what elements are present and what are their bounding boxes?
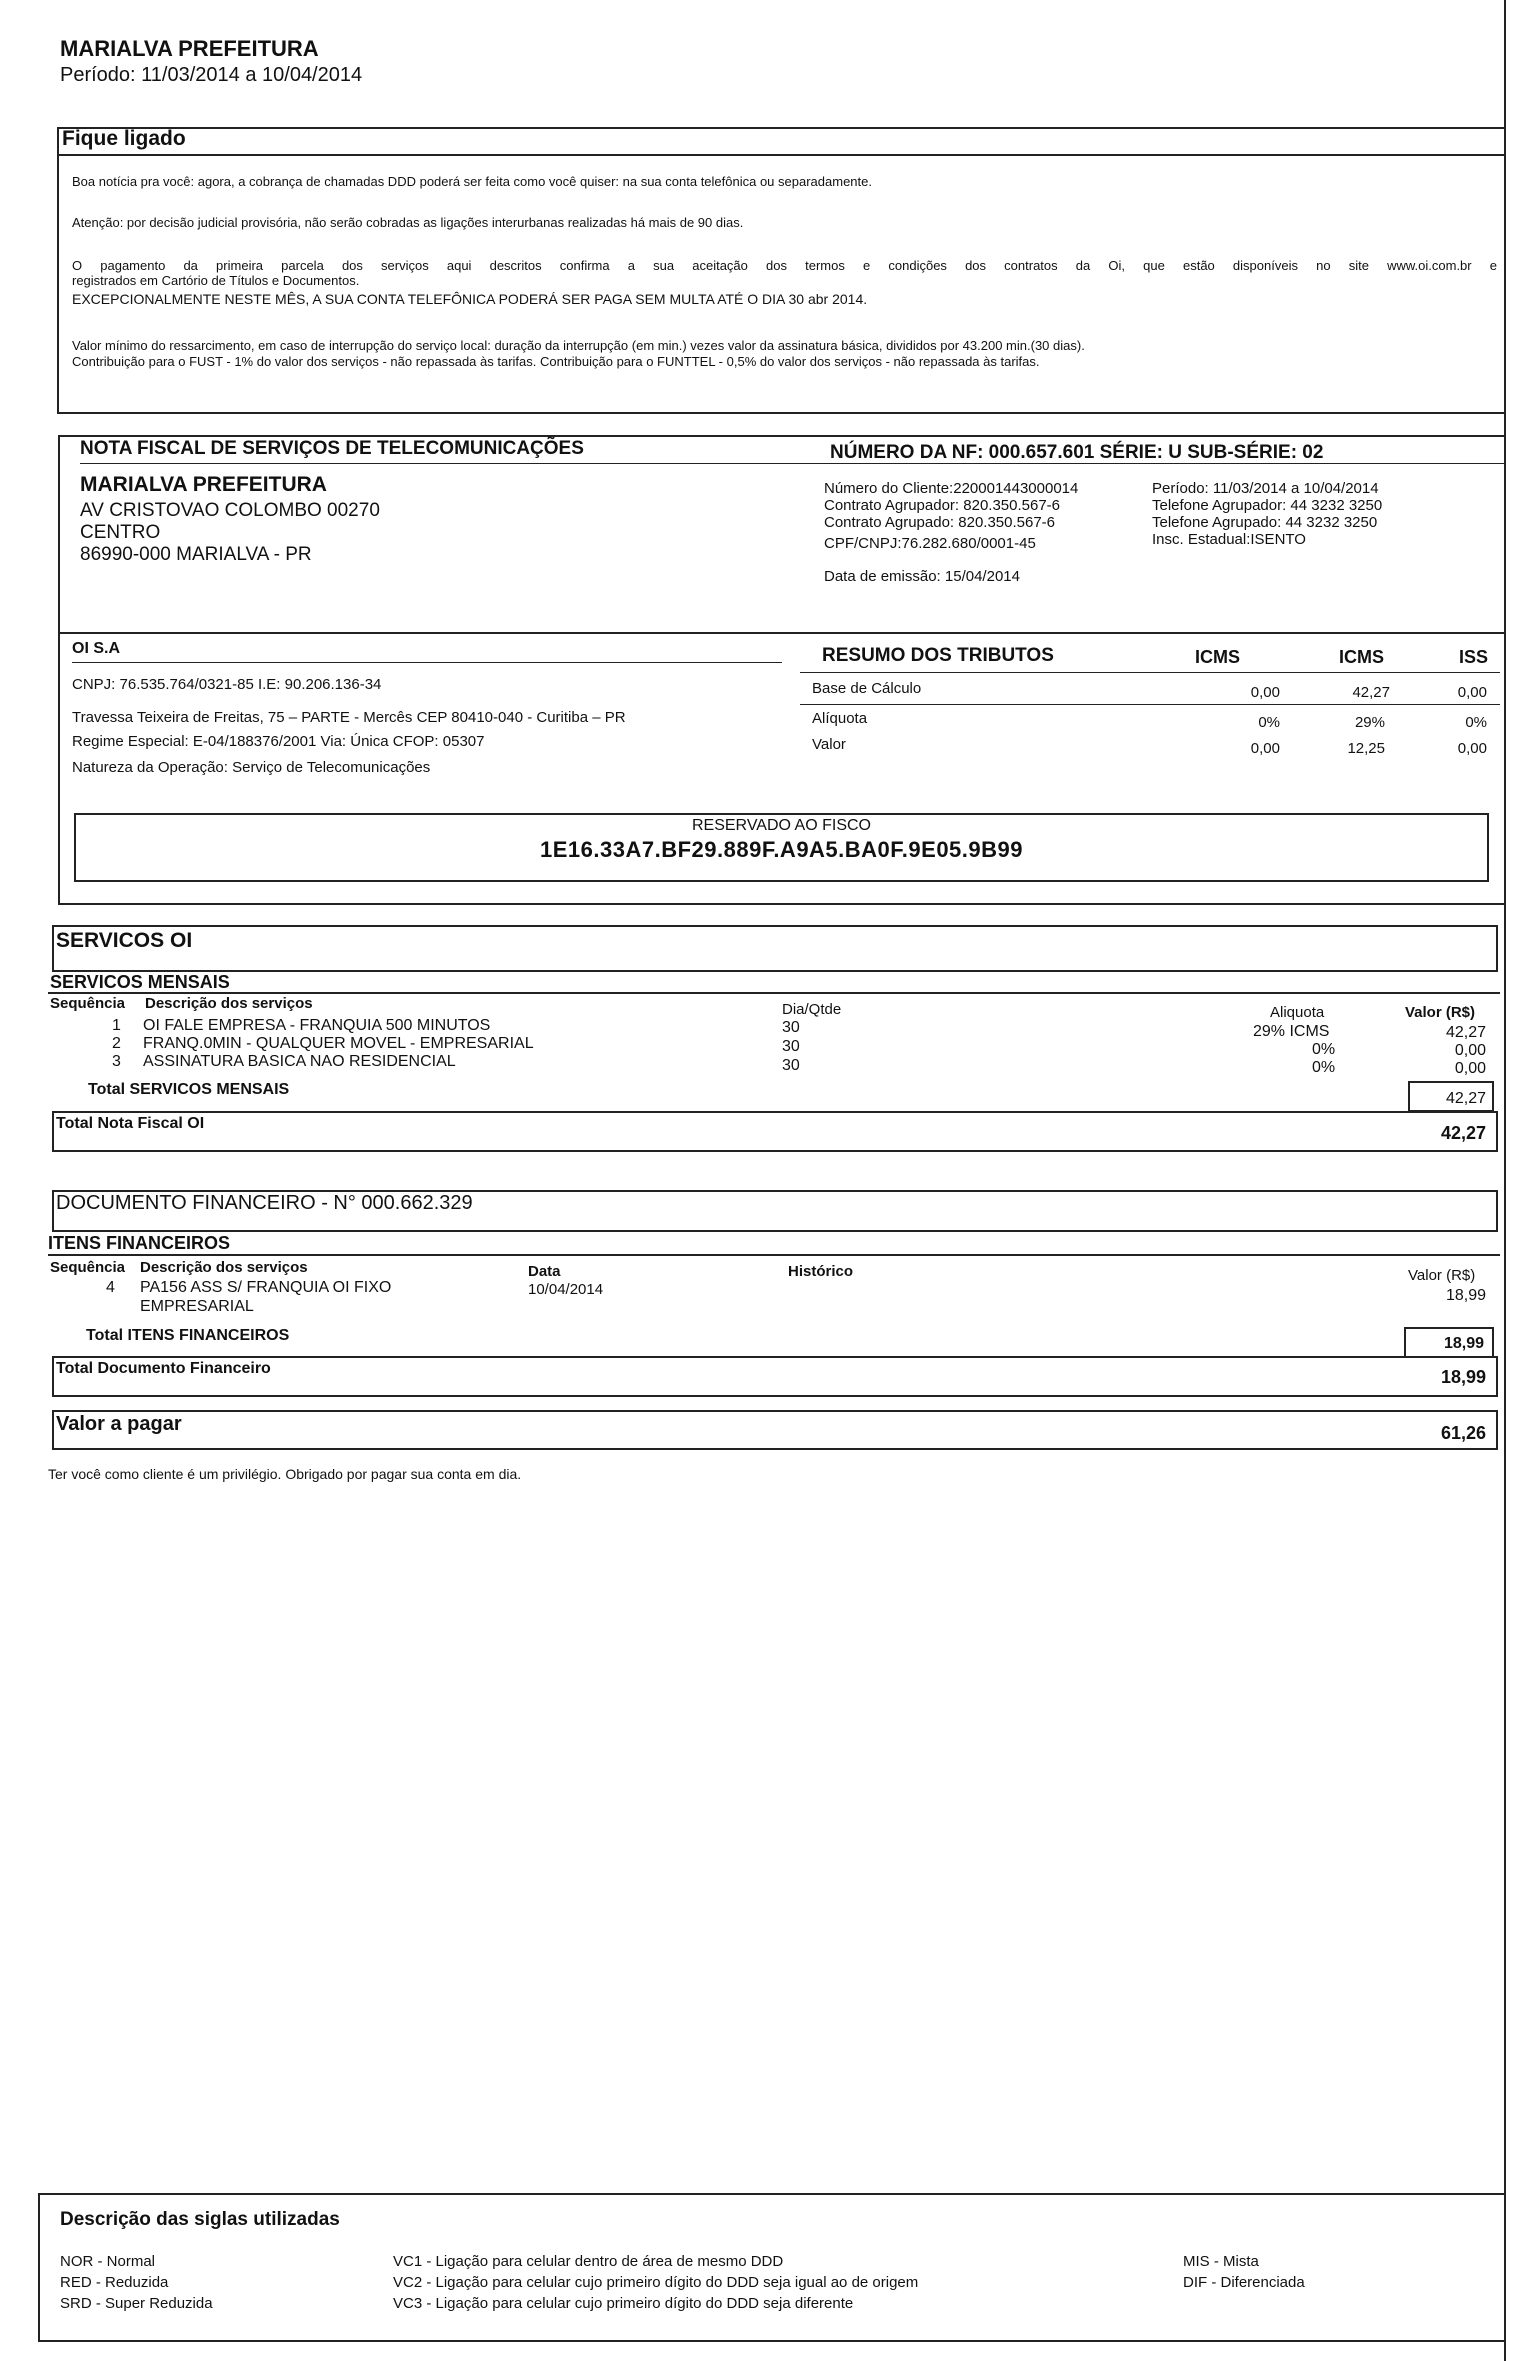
financial-total-value: 18,99 xyxy=(1443,1335,1484,1352)
info-title-underline xyxy=(57,154,1504,156)
payment-label: Valor a pagar xyxy=(56,1413,182,1435)
client-number: Número do Cliente:220001443000014 xyxy=(824,480,1079,497)
financial-group-title: ITENS FINANCEIROS xyxy=(48,1233,231,1253)
services-total-label: Total SERVICOS MENSAIS xyxy=(88,1081,290,1098)
state-registration: Insc. Estadual:ISENTO xyxy=(1152,531,1306,548)
service-row-2-rate: 0% xyxy=(1312,1041,1336,1058)
services-col-value: Valor (R$) xyxy=(1405,1004,1476,1021)
tributes-row-rule xyxy=(800,704,1500,705)
financial-col-date: Data xyxy=(528,1263,561,1280)
billing-period: Período: 11/03/2014 a 10/04/2014 xyxy=(60,64,363,86)
financial-col-desc: Descrição dos serviços xyxy=(140,1259,308,1276)
service-row-1-seq: 1 xyxy=(112,1017,121,1034)
tributes-rate-iss: 0% xyxy=(1465,714,1487,731)
customer-address: AV CRISTOVAO COLOMBO 00270 xyxy=(80,500,380,521)
nf-left-rule xyxy=(58,435,60,905)
financial-group-rule xyxy=(48,1254,1500,1256)
info-p3b: registrados em Cartório de Títulos e Documentos. xyxy=(72,273,360,288)
info-p2: Atenção: por decisão judicial provisória, não serão cobradas as ligações interurbanas realizadas há mais de 90 dias. xyxy=(72,215,744,230)
contract-agrupador: Contrato Agrupador: 820.350.567-6 xyxy=(824,497,1061,514)
legend-red: RED - Reduzida xyxy=(60,2274,169,2291)
legend-nor: NOR - Normal xyxy=(60,2253,156,2270)
issuer-regime: Regime Especial: E-04/188376/2001 Via: Única CFOP: 05307 xyxy=(72,733,485,750)
service-row-1-desc: OI FALE EMPRESA - FRANQUIA 500 MINUTOS xyxy=(143,1017,491,1034)
service-row-3-seq: 3 xyxy=(112,1053,121,1070)
tributes-header-icms-1: ICMS xyxy=(1195,647,1240,667)
page-border-right xyxy=(1504,0,1506,2361)
services-col-qty: Dia/Qtde xyxy=(782,1001,842,1018)
fisco-code: 1E16.33A7.BF29.889F.A9A5.BA0F.9E05.9B99 xyxy=(540,837,1023,862)
issuer-top-rule xyxy=(58,632,1504,634)
tributes-label-base: Base de Cálculo xyxy=(812,680,922,697)
tributes-base-icms-2: 42,27 xyxy=(1352,684,1390,701)
tributes-header-rule xyxy=(800,672,1500,673)
service-row-1-rate: 29% ICMS xyxy=(1253,1023,1330,1040)
legend-dif: DIF - Diferenciada xyxy=(1183,2274,1305,2291)
nf-bottom-rule xyxy=(58,903,1504,905)
issuer-name: OI S.A xyxy=(72,640,121,657)
emission-date: Data de emissão: 15/04/2014 xyxy=(824,568,1020,585)
issuer-nature: Natureza da Operação: Serviço de Telecomunicações xyxy=(72,759,431,776)
tributes-title: RESUMO DOS TRIBUTOS xyxy=(822,645,1054,666)
financial-col-value: Valor (R$) xyxy=(1408,1267,1476,1284)
issuer-rule xyxy=(72,662,782,663)
tributes-value-iss: 0,00 xyxy=(1457,740,1487,757)
company-name: MARIALVA PREFEITURA xyxy=(60,36,319,61)
tributes-header-iss: ISS xyxy=(1458,647,1488,667)
service-row-3-value: 0,00 xyxy=(1454,1060,1486,1077)
service-row-2-value: 0,00 xyxy=(1454,1042,1486,1059)
issuer-address: Travessa Teixeira de Freitas, 75 – PARTE - Mercês CEP 80410-040 - Curitiba – PR xyxy=(72,709,626,726)
legend-vc3: VC3 - Ligação para celular cujo primeiro dígito do DDD seja diferente xyxy=(393,2295,854,2312)
services-section-title: SERVICOS OI xyxy=(56,929,193,952)
financial-col-seq: Sequência xyxy=(50,1259,126,1276)
service-row-1-qty: 30 xyxy=(782,1019,800,1036)
financial-total-label: Total ITENS FINANCEIROS xyxy=(86,1327,290,1344)
tributes-label-rate: Alíquota xyxy=(812,710,868,727)
legend-vc2: VC2 - Ligação para celular cujo primeiro dígito do DDD seja igual ao de origem xyxy=(393,2274,919,2291)
payment-value: 61,26 xyxy=(1440,1423,1486,1443)
nf-title: NOTA FISCAL DE SERVIÇOS DE TELECOMUNICAÇÕES xyxy=(80,438,584,459)
info-p1: Boa notícia pra você: agora, a cobrança de chamadas DDD poderá ser feita como você quiser: na sua conta telefônica ou separadamente. xyxy=(72,174,872,189)
tributes-base-iss: 0,00 xyxy=(1457,684,1487,701)
services-group-title: SERVICOS MENSAIS xyxy=(50,972,230,992)
phone-agrupador: Telefone Agrupador: 44 3232 3250 xyxy=(1152,497,1383,514)
nf-total-label: Total Nota Fiscal OI xyxy=(56,1115,205,1132)
doc-total-value: 18,99 xyxy=(1440,1367,1486,1387)
info-p3a: O pagamento da primeira parcela dos serviços aqui descritos confirma a sua aceitação dos termos e condições dos contratos da Oi, que estão disponíveis no site www.oi.com.br e xyxy=(72,258,1497,273)
fisco-label: RESERVADO AO FISCO xyxy=(691,817,871,834)
legend-vc1: VC1 - Ligação para celular dentro de área de mesmo DDD xyxy=(393,2253,784,2270)
financial-row-desc-1: PA156 ASS S/ FRANQUIA OI FIXO xyxy=(140,1279,392,1296)
info-p5: Valor mínimo do ressarcimento, em caso de interrupção do serviço local: duração da interrupção (em min.) vezes valor da assinatura básica, divididos por 43.200 min.(30 dias). xyxy=(72,338,1085,353)
tributes-rate-icms-1: 0% xyxy=(1258,714,1280,731)
contract-agrupado: Contrato Agrupado: 820.350.567-6 xyxy=(824,514,1056,531)
tributes-label-value: Valor xyxy=(812,736,846,753)
info-title: Fique ligado xyxy=(62,127,186,150)
customer-name: MARIALVA PREFEITURA xyxy=(80,473,327,496)
customer-city: 86990-000 MARIALVA - PR xyxy=(80,544,312,565)
service-row-2-qty: 30 xyxy=(782,1038,800,1055)
services-col-seq: Sequência xyxy=(50,995,126,1012)
legend-title: Descrição das siglas utilizadas xyxy=(60,2209,340,2230)
service-row-2-seq: 2 xyxy=(112,1035,121,1052)
payment-box xyxy=(52,1410,1498,1450)
nf-total-value: 42,27 xyxy=(1440,1123,1486,1143)
financial-row-desc-2: EMPRESARIAL xyxy=(140,1298,254,1315)
service-row-3-desc: ASSINATURA BASICA NAO RESIDENCIAL xyxy=(143,1053,456,1070)
services-total-value: 42,27 xyxy=(1445,1090,1486,1107)
info-p6: Contribuição para o FUST - 1% do valor dos serviços - não repassada às tarifas. Contribuição para o FUNTTEL - 0,5% do valor dos serviços - não repassada às tarifas. xyxy=(72,354,1040,369)
services-section-box xyxy=(52,925,1498,972)
nf-period: Período: 11/03/2014 a 10/04/2014 xyxy=(1152,480,1379,497)
thanks-message: Ter você como cliente é um privilégio. Obrigado por pagar sua conta em dia. xyxy=(48,1466,522,1482)
tributes-value-icms-2: 12,25 xyxy=(1347,740,1385,757)
financial-row-date: 10/04/2014 xyxy=(528,1281,604,1298)
financial-row-seq: 4 xyxy=(106,1279,115,1296)
nf-total-box xyxy=(52,1111,1498,1152)
nf-title-rule xyxy=(80,463,1504,464)
nf-top-rule xyxy=(58,435,1504,437)
issuer-cnpj: CNPJ: 76.535.764/0321-85 I.E: 90.206.136-34 xyxy=(72,676,382,693)
services-col-desc: Descrição dos serviços xyxy=(145,995,313,1012)
services-group-rule xyxy=(48,992,1500,994)
tributes-base-icms-1: 0,00 xyxy=(1250,684,1280,701)
tributes-value-icms-1: 0,00 xyxy=(1250,740,1280,757)
customer-district: CENTRO xyxy=(80,522,161,543)
services-col-rate: Aliquota xyxy=(1270,1004,1325,1021)
legend-mis: MIS - Mista xyxy=(1183,2253,1259,2270)
tributes-header-icms-2: ICMS xyxy=(1339,647,1384,667)
doc-total-label: Total Documento Financeiro xyxy=(56,1360,271,1377)
service-row-2-desc: FRANQ.0MIN - QUALQUER MOVEL - EMPRESARIAL xyxy=(143,1035,534,1052)
service-row-1-value: 42,27 xyxy=(1445,1024,1486,1041)
service-row-3-qty: 30 xyxy=(782,1057,800,1074)
nf-number: NÚMERO DA NF: 000.657.601 SÉRIE: U SUB-SÉRIE: 02 xyxy=(830,442,1324,463)
info-p4: EXCEPCIONALMENTE NESTE MÊS, A SUA CONTA TELEFÔNICA PODERÁ SER PAGA SEM MULTA ATÉ O DIA 30 abr 2014. xyxy=(72,291,868,307)
phone-agrupado: Telefone Agrupado: 44 3232 3250 xyxy=(1152,514,1378,531)
financial-row-value: 18,99 xyxy=(1445,1287,1486,1304)
service-row-3-rate: 0% xyxy=(1312,1059,1336,1076)
tributes-rate-icms-2: 29% xyxy=(1354,714,1385,731)
financial-section-title: DOCUMENTO FINANCEIRO - N° 000.662.329 xyxy=(56,1192,473,1214)
financial-col-hist: Histórico xyxy=(788,1263,854,1280)
legend-srd: SRD - Super Reduzida xyxy=(60,2295,213,2312)
cpf-cnpj: CPF/CNPJ:76.282.680/0001-45 xyxy=(824,535,1036,552)
